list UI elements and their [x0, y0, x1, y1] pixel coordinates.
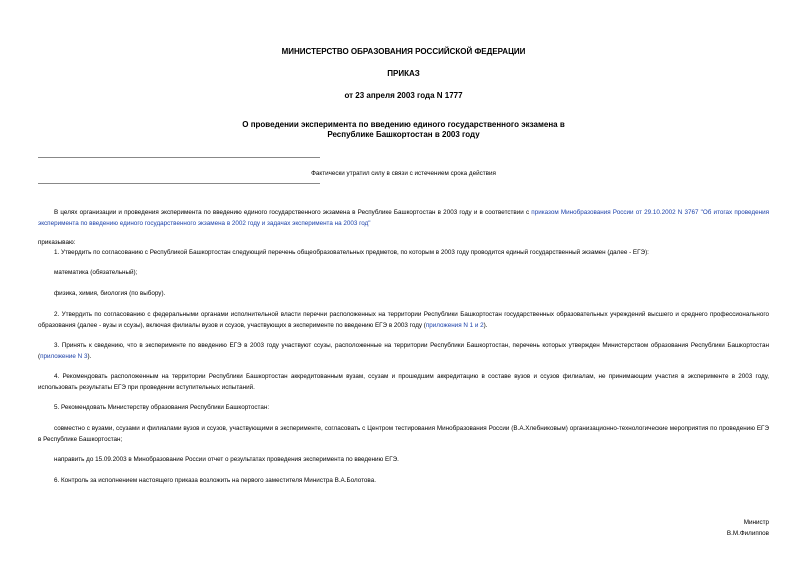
preamble: [38, 208, 769, 229]
item-3-end: ).: [87, 352, 92, 360]
item-5-coordination: совместно с вузами, ссузами и филиалами вузов и ссузов, участвующими в эксперименте, согласовать с Центром тестирования Минобразования России (В.А.Хлебниковым) организационно-технологические мероприятия по проведению ЕГЭ в Республике Башкортостан;: [38, 425, 769, 443]
document-date-number: от 23 апреля 2003 года N 1777: [344, 91, 463, 100]
item-1-electives: физика, химия, биология (по выбору).: [54, 290, 166, 297]
item-4: 4. Рекомендовать расположенным на территории Республики Башкортостан аккредитованным вузам, ссузам и прошедшим аккредитацию в составе вузов и ссузов филиалам, не принимающим участия в эксперименте в 2003 году, использовать результаты ЕГЭ при проведении вступительных испытаний.: [38, 373, 769, 391]
bottom-divider: [38, 183, 320, 184]
item-5: 5. Рекомендовать Министерству образования Республики Башкортостан:: [54, 404, 270, 411]
item-2-end: ).: [483, 321, 488, 329]
top-divider: [38, 157, 320, 158]
item-5-report: направить до 15.09.2003 в Минобразование России отчет о результатах проведения эксперимента по введению ЕГЭ.: [54, 456, 399, 463]
item-2-text: 2. Утвердить по согласованию с федеральными органами исполнительной власти перечни расположенных на территории Республики Башкортостан государственных образовательных учреждений высшего и среднего профессионального образования (далее - вузы и ссузы), включая филиалы вузов и ссузов, участвующих в эксперименте по введению ЕГЭ в 2003 году (: [38, 311, 769, 329]
order-word: приказываю:: [38, 239, 76, 246]
item-3-text: 3. Принять к сведению, что в эксперименте по введению ЕГЭ в 2003 году участвуют ссузы, расположенные на территории Республики Башкортостан, перечень которых утвержден Министерством образования Республики Башкортостан (: [38, 342, 769, 360]
item-3: [38, 341, 769, 362]
order-3767-link[interactable]: приказом Минобразования России от 29.10.2002 N 3767 "Об итогах проведения эксперимента по введению единого государственного экзамена в 2002 году и задачах эксперимента на 2003 год": [38, 209, 769, 227]
appendix-1-2-link[interactable]: приложения N 1 и 2: [425, 321, 484, 329]
preamble-text: В целях организации и проведения эксперимента по введению единого государственного экзамена в Республике Башкортостан в 2003 году и в соответствии с: [54, 209, 532, 216]
item-2: [38, 310, 769, 331]
signature-name: В.М.Филиппов: [726, 530, 769, 537]
document-title-line-2: Республике Башкортостан в 2003 году: [327, 130, 480, 139]
document-type: ПРИКАЗ: [387, 69, 420, 78]
appendix-3-link[interactable]: приложение N 3: [40, 352, 88, 360]
item-1-math: математика (обязательный);: [54, 269, 138, 276]
status-note: Фактически утратил силу в связи с истечением срока действия: [311, 170, 496, 177]
document-title-line-1: О проведении эксперимента по введению единого государственного экзамена в: [242, 120, 565, 129]
signature-position: Министр: [743, 519, 769, 526]
ministry-heading: МИНИСТЕРСТВО ОБРАЗОВАНИЯ РОССИЙСКОЙ ФЕДЕРАЦИИ: [281, 47, 526, 56]
item-6: 6. Контроль за исполнением настоящего приказа возложить на первого заместителя Министра В.А.Болотова.: [54, 477, 376, 484]
item-1: 1. Утвердить по согласованию с Республикой Башкортостан следующий перечень общеобразовательных предметов, по которым в 2003 году проводится единый государственный экзамен (далее - ЕГЭ):: [54, 249, 649, 256]
